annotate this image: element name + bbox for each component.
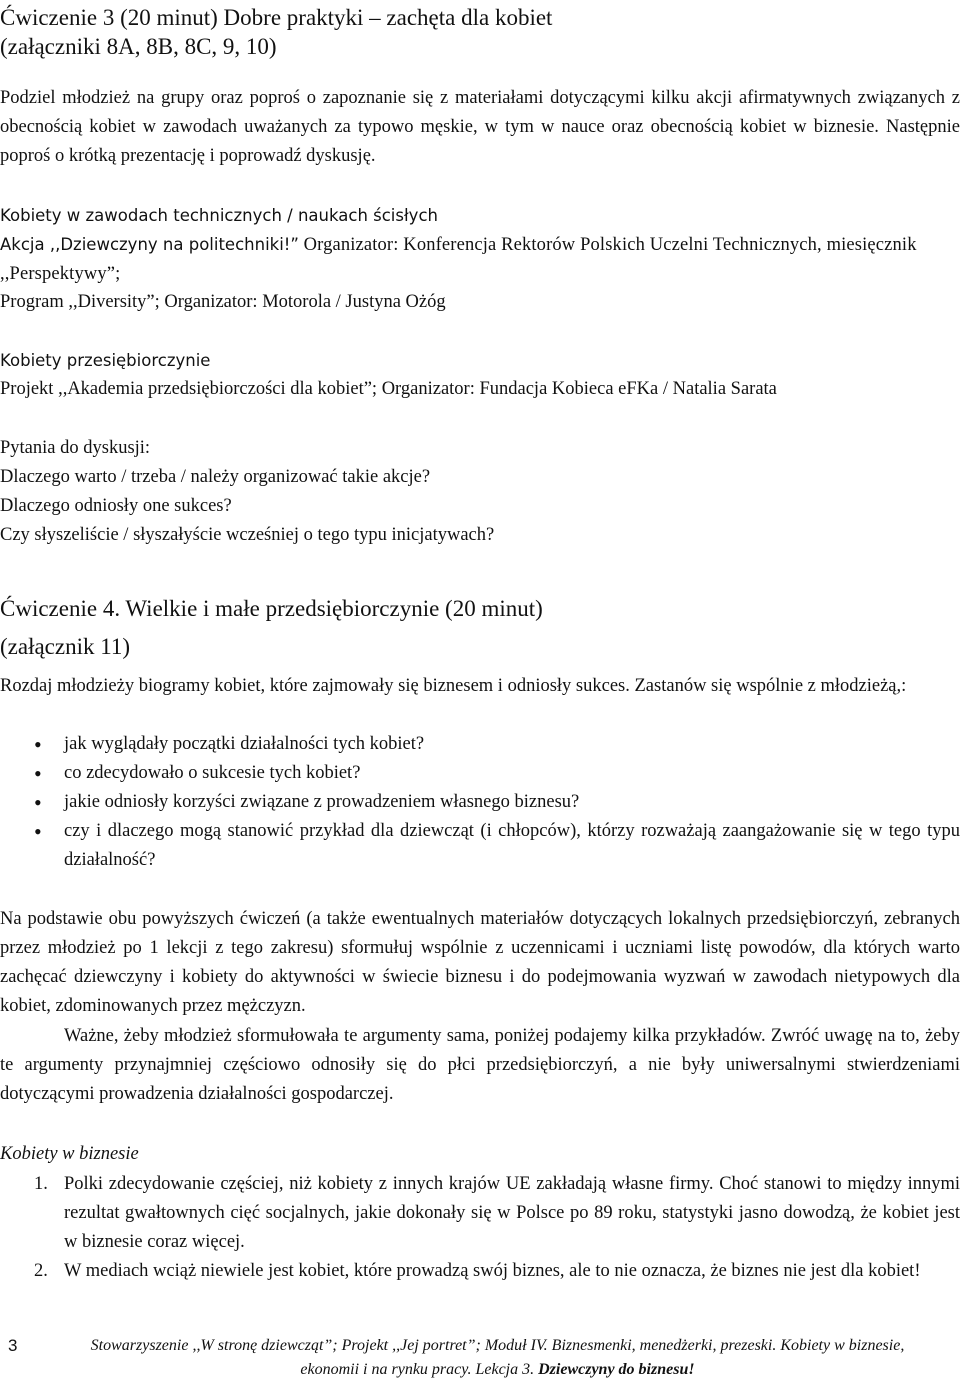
exercise-4-title-line1: Ćwiczenie 4. Wielkie i małe przedsiębiorczynie (20 minut) <box>0 596 543 621</box>
bullet-icon: • <box>34 732 42 757</box>
footer-citation: Stowarzyszenie ,,W stronę dziewcząt”; Projekt ,,Jej portret”; Moduł IV. Biznesmenki, menedżerki, prezeski. Kobiety w biznesie, ekonomii i na rynku pracy. Lekcja 3. <box>90 1337 905 1378</box>
action-name: Akcja ,,Dziewczyny na politechniki!” <box>0 235 299 254</box>
list-item-text: jakie odniosły korzyści związane z prowadzeniem własnego biznesu? <box>64 792 580 812</box>
action-entry <box>0 230 960 289</box>
footer-text <box>0 1334 960 1382</box>
exercise-3-intro: Podziel młodzież na grupy oraz poproś o zapoznanie się z materiałami dotyczącymi kilku akcji afirmatywnych związanych z obecnością kobiet w zawodach uważanych za typowo męskie, w tym w nauce oraz obecnością kobiet w biznesie. Następnie poproś o krótką prezentację i poprowadź dyskusję. <box>0 88 960 166</box>
action-organizer: Organizator: Konferencja Rektorów Polskich Uczelni Technicznych, miesięcznik ,,Perspektywy”; <box>0 235 917 284</box>
list-number: 1. <box>34 1174 48 1194</box>
footer-lesson-title: Dziewczyny do biznesu! <box>538 1361 695 1378</box>
business-list <box>0 1170 960 1286</box>
question-item: Dlaczego odniosły one sukces? <box>0 496 232 516</box>
list-item-text: Polki zdecydowanie częściej, niż kobiety z innych krajów UE zakładają własne firmy. Choć stanowi to między innymi rezultat gwałtownych cięć socjalnych, jakie dokonały się w Polsce po 89 roku, statystyki jasno dowodzą, że kobiet jest w biznesie coraz więcej. <box>64 1174 960 1252</box>
exercise-4-title <box>0 590 960 666</box>
bullet-icon: • <box>34 761 42 786</box>
section-technical-title: Kobiety w zawodach technicznych / naukach ścisłych <box>0 206 438 225</box>
summary-paragraph: Na podstawie obu powyższych ćwiczeń (a także ewentualnych materiałów dotyczących lokalnych przedsiębiorczyń, zebranych przez młodzież po 1 lekcji z tego zakresu) sformułuj wspólnie z uczennicami i uczniami listę powodów, dla których warto zachęcać dziewczyny i kobiety do aktywności w świecie biznesu i do podejmowania wyzwań w zawodach nietypowych dla kobiet, zdominowanych przez mężczyzn. <box>0 909 960 1016</box>
list-item-text: czy i dlaczego mogą stanowić przykład dla dziewcząt (i chłopców), którzy rozważają zaangażowanie się w tego typu działalność? <box>64 821 960 870</box>
exercise-3-title-line1: Ćwiczenie 3 (20 minut) Dobre praktyki – zachęta dla kobiet <box>0 5 553 30</box>
list-number: 2. <box>34 1261 48 1281</box>
section-technical <box>0 201 960 289</box>
exercise-4-bullets <box>0 730 960 875</box>
note-paragraph: Ważne, żeby młodzież sformułowała te argumenty sama, poniżej podajemy kilka przykładów. Zwróć uwagę na to, żeby te argumenty przynajmniej częściowo odnosiły się do płci przedsiębiorczyń, a nie były uniwersalnymi stwierdzeniami dotyczącymi prowadzenia działalności gospodarczej. <box>0 1026 960 1104</box>
exercise-4-title-line2: (załącznik 11) <box>0 634 131 659</box>
bullet-icon: • <box>34 790 42 815</box>
list-item-text: W mediach wciąż niewiele jest kobiet, które prowadzą swój biznes, ale to nie oznacza, że biznes nie jest dla kobiet! <box>64 1261 921 1281</box>
exercise-3-title <box>0 3 960 61</box>
page-footer <box>0 1334 960 1382</box>
question-item: Dlaczego warto / trzeba / należy organizować takie akcje? <box>0 467 431 487</box>
list-item <box>0 759 960 788</box>
list-item <box>0 730 960 759</box>
list-item-text: jak wyglądały początki działalności tych kobiet? <box>64 734 425 754</box>
list-item <box>0 1257 960 1286</box>
list-item-text: co zdecydowało o sukcesie tych kobiet? <box>64 763 361 783</box>
page-number: 3 <box>8 1336 18 1355</box>
bullet-icon: • <box>34 819 42 844</box>
program-diversity: Program ,,Diversity”; Organizator: Motorola / Justyna Ożóg <box>0 292 446 312</box>
exercise-3-title-line2: (załączniki 8A, 8B, 8C, 9, 10) <box>0 34 277 59</box>
section-entrepreneurs-title: Kobiety przesiębiorczynie <box>0 351 211 370</box>
discussion-questions <box>0 434 960 550</box>
business-list-title: Kobiety w biznesie <box>0 1144 139 1164</box>
list-item <box>0 817 960 875</box>
list-item <box>0 788 960 817</box>
list-item <box>0 1170 960 1257</box>
section-entrepreneurs-text: Projekt ,,Akademia przedsiębiorczości dla kobiet”; Organizator: Fundacja Kobieca eFKa / Natalia Sarata <box>0 379 777 399</box>
questions-title: Pytania do dyskusji: <box>0 438 151 458</box>
question-item: Czy słyszeliście / słyszałyście wcześniej o tego typu inicjatywach? <box>0 525 495 545</box>
exercise-4-intro: Rozdaj młodzieży biogramy kobiet, które zajmowały się biznesem i odniosły sukces. Zastanów się wspólnie z młodzieżą,: <box>0 676 907 696</box>
